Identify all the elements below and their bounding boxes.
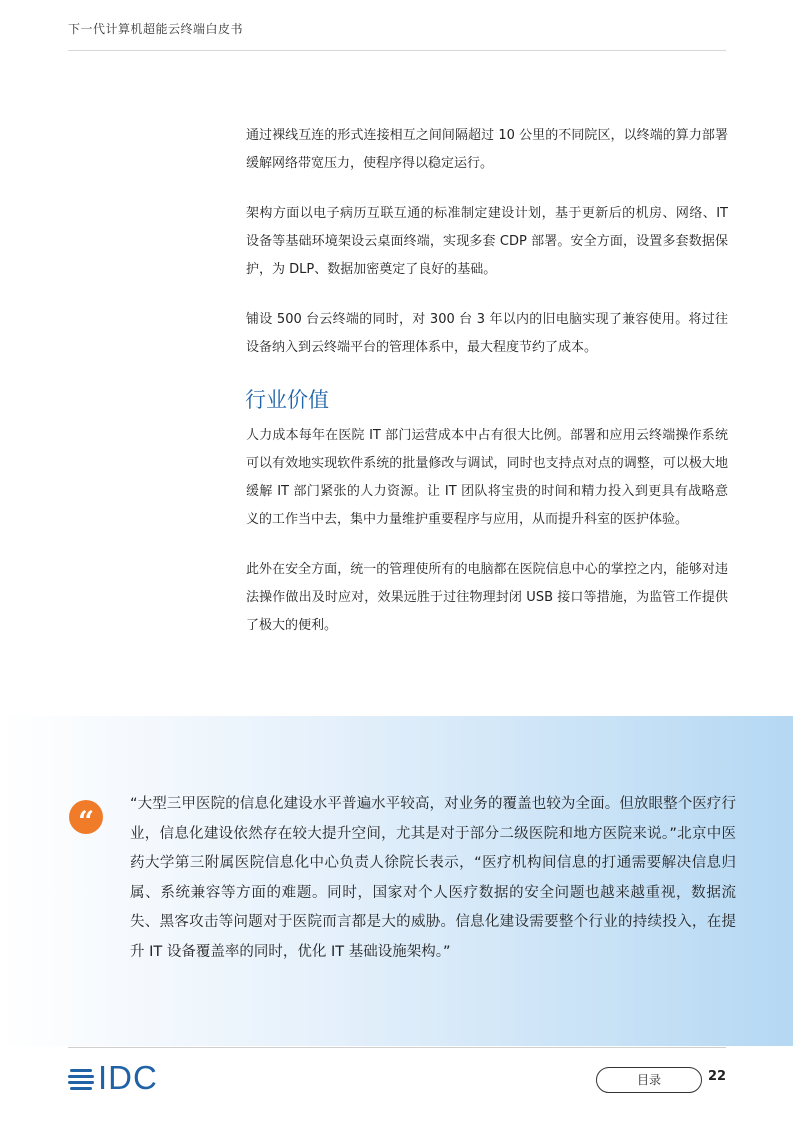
paragraph-campus-network: 通过裸线互连的形式连接相互之间间隔超过 10 公里的不同院区，以终端的算力部署缓解网络带宽压力，使程序得以稳定运行。: [246, 128, 728, 171]
header-divider: [68, 50, 726, 51]
paragraph-deployment: 铺设 500 台云终端的同时，对 300 台 3 年以内的旧电脑实现了兼容使用。将过往设备纳入到云终端平台的管理体系中，最大程度节约了成本。: [246, 312, 728, 355]
main-content: [246, 122, 728, 662]
table-of-contents-button[interactable]: 目录: [596, 1067, 702, 1093]
paragraph-labor-cost: 人力成本每年在医院 IT 部门运营成本中占有很大比例。部署和应用云终端操作系统可以有效地实现软件系统的批量修改与调试，同时也支持点对点的调整，可以极大地缓解 IT 部门紧张的人力资源。让 IT 团队将宝贵的时间和精力投入到更具有战略意义的工作当中去，集中力量维护重要程序与应用，从而提升科室的医护体验。: [246, 428, 728, 527]
pull-quote-text: “大型三甲医院的信息化建设水平普遍水平较高，对业务的覆盖也较为全面。但放眼整个医疗行业，信息化建设依然存在较大提升空间，尤其是对于部分二级医院和地方医院来说。”北京中医药大学第三附属医院信息化中心负责人徐院长表示，“医疗机构间信息的打通需要解决信息归属、系统兼容等方面的难题。同时，国家对个人医疗数据的安全问题也越来越重视，数据流失、黑客攻击等问题对于医院而言都是大的威胁。信息化建设需要整个行业的持续投入，在提升 IT 设备覆盖率的同时，优化 IT 基础设施架构。”: [130, 796, 736, 960]
idc-logo: [68, 1060, 158, 1096]
footer-divider: [68, 1047, 726, 1048]
paragraph-security: 此外在安全方面，统一的管理使所有的电脑都在医院信息中心的掌控之内，能够对违法操作做出及时应对，效果远胜于过往物理封闭 USB 接口等措施，为监管工作提供了极大的便利。: [246, 562, 728, 633]
page-number: 22: [708, 1069, 727, 1084]
header-title: 下一代计算机超能云终端白皮书: [68, 22, 244, 36]
logo-text: IDC: [98, 1059, 158, 1096]
quote-icon: “: [69, 800, 103, 834]
paragraph-architecture: 架构方面以电子病历互联互通的标准制定建设计划，基于更新后的机房、网络、IT 设备等基础环境架设云桌面终端，实现多套 CDP 部署。安全方面，设置多套数据保护，为 DLP、数据加密奠定了良好的基础。: [246, 206, 728, 277]
section-title-industry-value: 行业价值: [245, 388, 329, 412]
logo-lines-icon: [68, 1065, 94, 1091]
